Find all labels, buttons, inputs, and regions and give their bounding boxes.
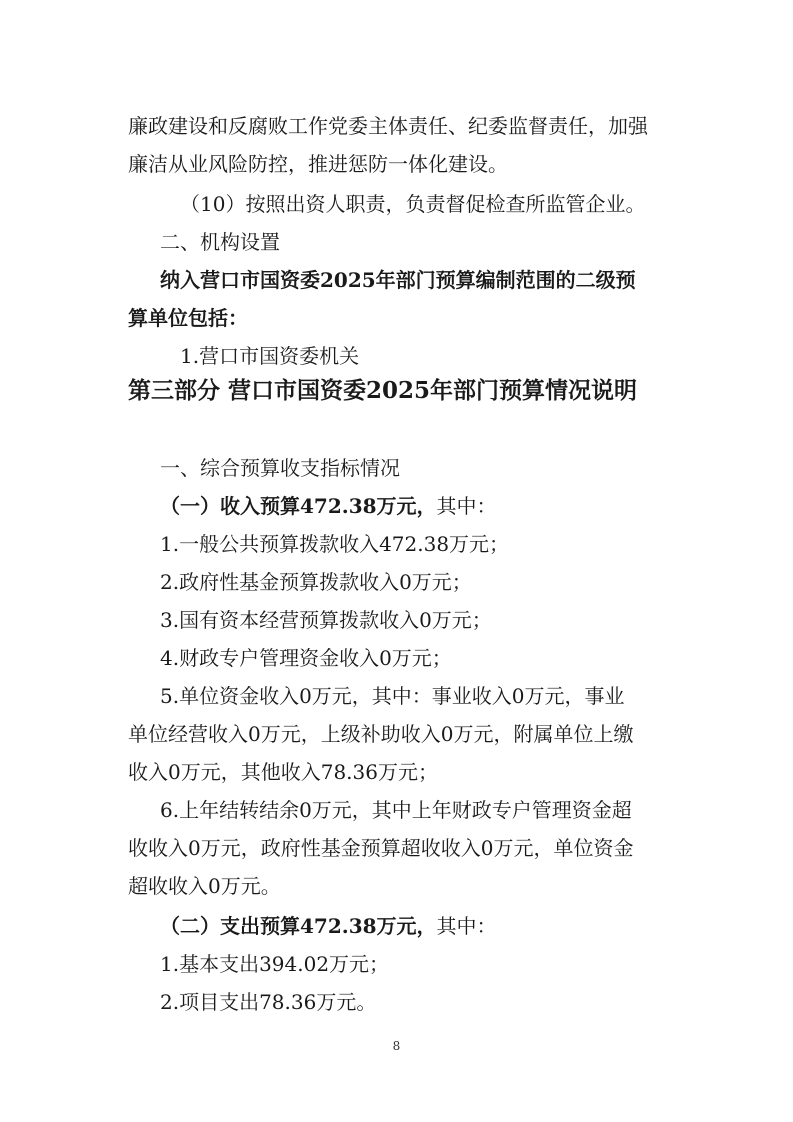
list-item: 6.上年结转结余0万元，其中上年财政专户管理资金超	[160, 798, 632, 822]
paragraph-line: 单位经营收入0万元，上级补助收入0万元，附属单位上缴	[128, 722, 634, 746]
expense-budget-heading	[160, 912, 497, 940]
list-item: 5.单位资金收入0万元，其中：事业收入0万元，事业	[160, 684, 625, 708]
part-title: 第三部分 营口市国资委2025年部门预算情况说明	[128, 377, 638, 404]
list-item: 1.一般公共预算拨款收入472.38万元；	[160, 532, 510, 556]
page-number: 8	[392, 1039, 401, 1053]
income-budget-heading-tail: 其中：	[436, 494, 497, 518]
list-item: 3.国有资本经营预算拨款收入0万元；	[160, 608, 492, 632]
bold-paragraph-line: 算单位包括：	[128, 306, 248, 330]
paragraph-line: 廉洁从业风险防控，推进惩防一体化建设。	[128, 152, 508, 176]
list-item: 4.财政专户管理资金收入0万元；	[160, 646, 452, 670]
expense-budget-heading-bold: （二）支出预算472.38万元，	[160, 914, 437, 938]
list-item: 2.政府性基金预算拨款收入0万元；	[160, 570, 472, 594]
paragraph-line: 超收收入0万元。	[128, 874, 281, 898]
income-budget-heading-bold: （一）收入预算472.38万元，	[160, 494, 437, 518]
paragraph-line: 收收入0万元，政府性基金预算超收收入0万元，单位资金	[128, 836, 634, 860]
list-item: 1.基本支出394.02万元；	[160, 952, 390, 976]
income-budget-heading	[160, 492, 497, 520]
paragraph-line: （10）按照出资人职责，负责督促检查所监管企业。	[180, 192, 646, 216]
paragraph-line: 收入0万元，其他收入78.36万元；	[128, 760, 438, 784]
section-heading: 二、机构设置	[160, 230, 280, 254]
paragraph-line: 廉政建设和反腐败工作党委主体责任、纪委监督责任，加强	[128, 114, 648, 138]
list-item: 1.营口市国资委机关	[180, 344, 360, 368]
section-heading: 一、综合预算收支指标情况	[160, 456, 400, 480]
bold-paragraph-line: 纳入营口市国资委2025年部门预算编制范围的二级预	[160, 268, 636, 292]
list-item: 2.项目支出78.36万元。	[160, 990, 377, 1014]
expense-budget-heading-tail: 其中：	[436, 914, 497, 938]
